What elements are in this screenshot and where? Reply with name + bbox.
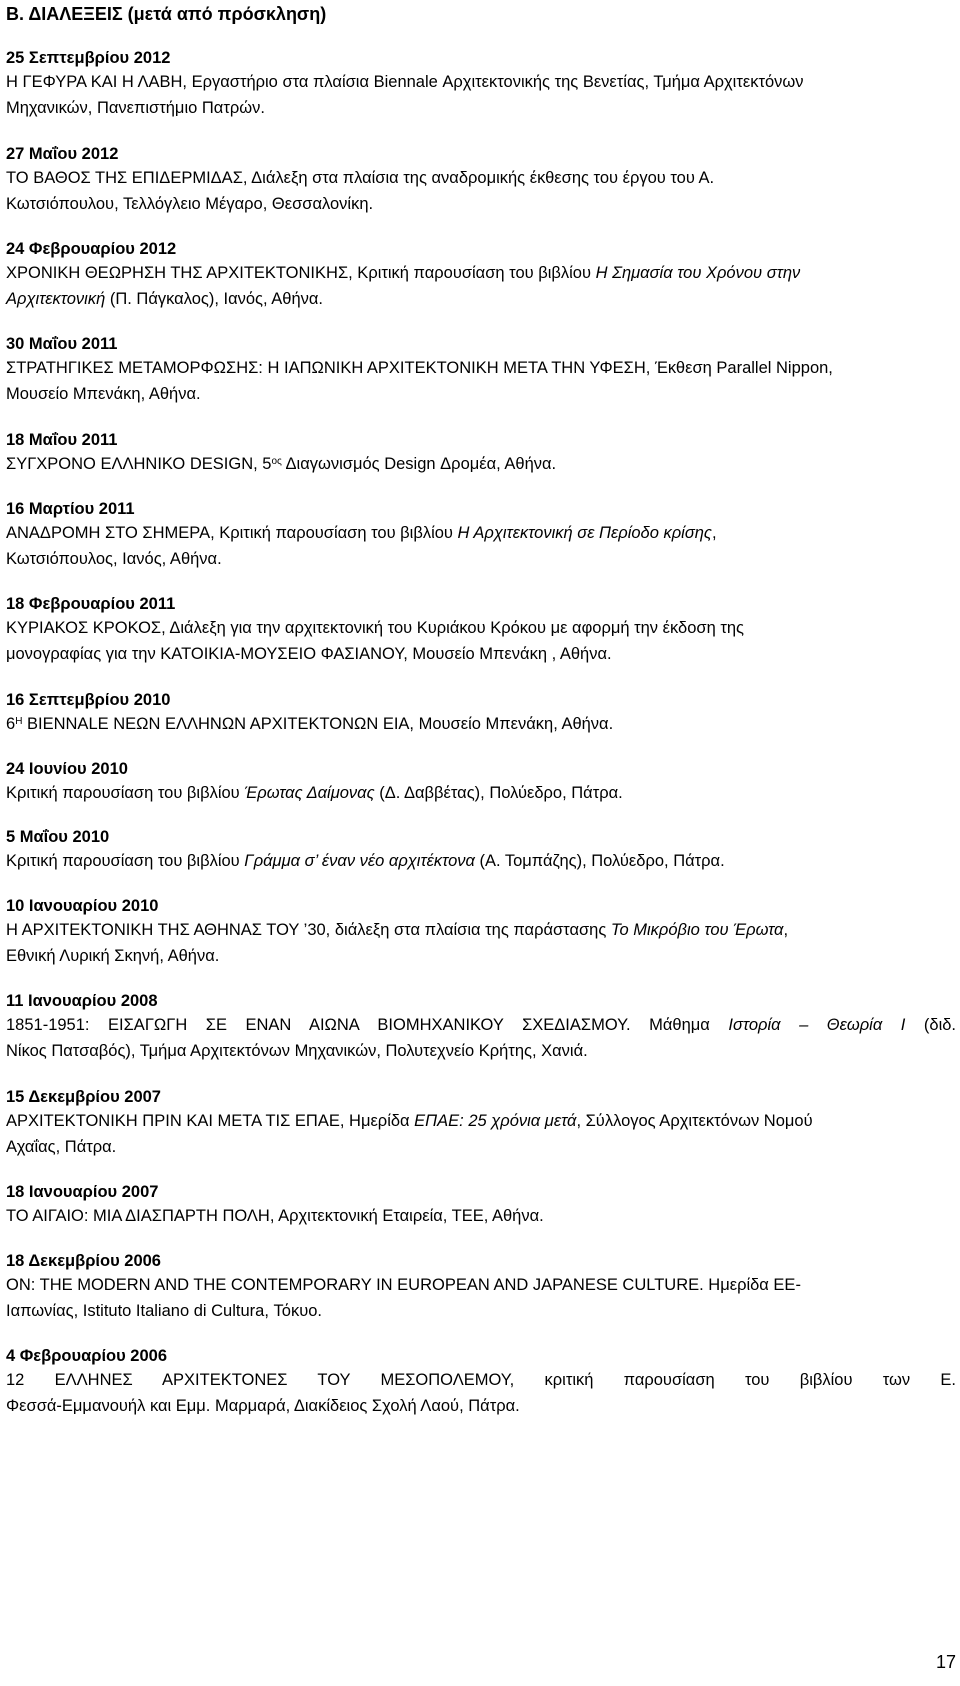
event-title: ΕΠΑΕ: 25 χρόνια μετά [414,1112,577,1130]
entry-text: BIENNALE ΝΕΩΝ ΕΛΛΗΝΩΝ ΑΡΧΙΤΕΚΤΟΝΩΝ ΕΙΑ, Μουσείο Μπενάκη, Αθήνα. [22,715,614,733]
entry-text-line: Η ΓΕΦΥΡΑ ΚΑΙ Η ΛΑΒΗ, Εργαστήριο στα πλαίσια Biennale Αρχιτεκτονικής της Βενετίας, Τμήμα Αρχιτεκτόνων [6,73,804,91]
entry-text-line [6,452,956,478]
entry-text: Κριτική παρουσίαση του βιβλίου [6,784,245,802]
entry-text: (Α. Τομπάζης), Πολύεδρο, Πάτρα. [474,852,725,870]
entry-date: 18 Δεκεμβρίου 2006 [6,1252,161,1270]
entry-text: , Σύλλογος Αρχιτεκτόνων Νομού [576,1112,813,1130]
entry-date: 15 Δεκεμβρίου 2007 [6,1088,161,1106]
entry-date: 18 Ιανουαρίου 2007 [6,1183,159,1201]
entry-text-line [6,1109,956,1135]
entry-text-line [6,918,956,944]
entry-text-line: 12 ΕΛΛΗΝΕΣ ΑΡΧΙΤΕΚΤΟΝΕΣ ΤΟΥ ΜΕΣΟΠΟΛΕΜΟΥ, κριτική παρουσίαση του βιβλίου των Ε. [6,1371,956,1389]
lecture-entry [6,758,956,807]
entry-text-line: ΣΤΡΑΤΗΓΙΚΕΣ ΜΕΤΑΜΟΡΦΩΣΗΣ: Η ΙΑΠΩΝΙΚΗ ΑΡΧΙΤΕΚΤΟΝΙΚΗ ΜΕΤΑ ΤΗΝ ΥΦΕΣΗ, Έκθεση Parallel Nippon, [6,359,833,377]
entry-text: 1851-1951: ΕΙΣΑΓΩΓΗ ΣΕ ΕΝΑΝ ΑΙΩΝΑ ΒΙΟΜΗΧΑΝΙΚΟΥ ΣΧΕΔΙΑΣΜΟΥ. Μάθημα [6,1016,729,1034]
ordinal-suffix: Η [15,716,23,727]
entry-date: 16 Μαρτίου 2011 [6,500,135,518]
entry-text: ΑΡΧΙΤΕΚΤΟΝΙΚΗ ΠΡΙΝ ΚΑΙ ΜΕΤΑ ΤΙΣ ΕΠΑΕ, Ημερίδα [6,1112,415,1130]
section-title: Β. ΔΙΑΛΕΞΕΙΣ (μετά από πρόσκληση) [6,4,327,24]
lecture-entry [6,429,956,478]
lecture-entry [6,1086,956,1160]
book-title: Αρχιτεκτονική [6,289,106,308]
entry-text-line: Αχαΐας, Πάτρα. [6,1137,117,1156]
entry-date: 4 Φεβρουαρίου 2006 [6,1347,168,1365]
entry-text-line: ΤΟ ΑΙΓΑΙΟ: ΜΙΑ ΔΙΑΣΠΑΡΤΗ ΠΟΛΗ, Αρχιτεκτονική Εταιρεία, ΤΕΕ, Αθήνα. [6,1207,544,1225]
lecture-entry [6,143,956,217]
lecture-entry [6,1181,956,1230]
entry-date: 30 Μαΐου 2011 [6,335,118,353]
entry-text: Η ΑΡΧΙΤΕΚΤΟΝΙΚΗ ΤΗΣ ΑΘΗΝΑΣ ΤΟΥ ’30, διάλεξη στα πλαίσια της παράστασης [6,921,611,939]
entry-text-line [6,781,956,807]
entry-text-line: Ιαπωνίας, Istituto Italiano di Cultura, Τόκυο. [6,1301,322,1320]
entry-date: 10 Ιανουαρίου 2010 [6,897,159,915]
entry-text-line [6,261,956,287]
entry-date: 27 Μαΐου 2012 [6,145,119,163]
entry-text-line: ΚΥΡΙΑΚΟΣ ΚΡΟΚΟΣ, Διάλεξη για την αρχιτεκτονική του Κυριάκου Κρόκου με αφορμή την έκδοση της [6,619,744,637]
entry-date: 18 Φεβρουαρίου 2011 [6,595,176,613]
course-title: Ιστορία – Θεωρία Ι [728,1016,906,1034]
entry-date: 16 Σεπτεμβρίου 2010 [6,691,171,709]
entry-text-line: Νίκος Πατσαβός), Τμήμα Αρχιτεκτόνων Μηχανικών, Πολυτεχνείο Κρήτης, Χανιά. [6,1041,588,1060]
entry-text: ΑΝΑΔΡΟΜΗ ΣΤΟ ΣΗΜΕΡΑ, Κριτική παρουσίαση του βιβλίου [6,524,458,542]
lecture-entry [6,826,956,875]
entry-text-line: Μουσείο Μπενάκη, Αθήνα. [6,384,201,403]
entry-text-line: ON: THE MODERN AND THE CONTEMPORARY IN EUROPEAN AND JAPANESE CULTURE. Ημερίδα ΕΕ- [6,1276,801,1294]
entry-text-line: Φεσσά-Εμμανουήλ και Εμμ. Μαρμαρά, Διακίδειος Σχολή Λαού, Πάτρα. [6,1396,520,1415]
lecture-entry [6,498,956,572]
entry-text: Κριτική παρουσίαση του βιβλίου [6,852,245,870]
lecture-entry [6,238,956,312]
book-title: Γράμμα σ’ έναν νέο αρχιτέκτονα [244,852,475,870]
lecture-entry [6,990,956,1064]
entry-date: 24 Φεβρουαρίου 2012 [6,240,177,258]
lecture-entry [6,1345,956,1419]
entry-text-line: Μηχανικών, Πανεπιστήμιο Πατρών. [6,98,265,117]
entry-text-line: Κωτσιόπουλου, Τελλόγλειο Μέγαρο, Θεσσαλονίκη. [6,194,374,213]
lecture-entry [6,593,956,667]
entry-text-line: Κωτσιόπουλος, Ιανός, Αθήνα. [6,549,222,568]
entry-text-line [6,1013,956,1039]
entry-text: Διαγωνισμός Design Δρομέα, Αθήνα. [281,455,557,473]
book-title: Η Σημασία του Χρόνου στην [595,264,801,282]
entry-text-line: μονογραφίας για την ΚΑΤΟΙΚΙΑ-ΜΟΥΣΕΙΟ ΦΑΣΙΑΝΟΥ, Μουσείο Μπενάκη , Αθήνα. [6,644,612,663]
entry-text: ΣΥΓΧΡΟΝΟ ΕΛΛΗΝΙΚΟ DESIGN, 5 [6,455,272,473]
entry-date: 24 Ιουνίου 2010 [6,760,128,778]
entry-text-line [6,712,956,738]
entry-date: 5 Μαΐου 2010 [6,828,110,846]
entry-text: (Π. Πάγκαλος), Ιανός, Αθήνα. [105,289,323,308]
entry-text-line: Εθνική Λυρική Σκηνή, Αθήνα. [6,946,220,965]
entry-text-line: ΤΟ ΒΑΘΟΣ ΤΗΣ ΕΠΙΔΕΡΜΙΔΑΣ, Διάλεξη στα πλαίσια της αναδρομικής έκθεσης του έργου του Α. [6,169,715,187]
book-title: Έρωτας Δαίμονας [244,784,375,802]
lecture-entry [6,1250,956,1324]
performance-title: Το Μικρόβιο του Έρωτα [610,921,784,939]
entry-text: 6 [6,715,16,733]
entry-text-line [6,521,956,547]
lecture-entry [6,333,956,407]
entry-text: , [783,921,789,939]
entry-text: , [711,524,717,542]
book-title: Η Αρχιτεκτονική σε Περίοδο κρίσης [457,524,712,542]
entry-date: 18 Μαΐου 2011 [6,431,118,449]
entry-text: (διδ. [905,1016,957,1034]
entry-date: 11 Ιανουαρίου 2008 [6,992,158,1010]
ordinal-suffix: ος [271,456,282,467]
lecture-entry [6,895,956,969]
entry-text-line [6,287,956,313]
entry-text: ΧΡΟΝΙΚΗ ΘΕΩΡΗΣΗ ΤΗΣ ΑΡΧΙΤΕΚΤΟΝΙΚΗΣ, Κριτική παρουσίαση του βιβλίου [6,264,596,282]
lecture-entry [6,47,956,121]
entry-text-line [6,849,956,875]
entry-date: 25 Σεπτεμβρίου 2012 [6,49,171,67]
page-number: 17 [935,1652,956,1672]
entry-text: (Δ. Δαββέτας), Πολύεδρο, Πάτρα. [374,784,623,802]
lecture-entry [6,689,956,738]
